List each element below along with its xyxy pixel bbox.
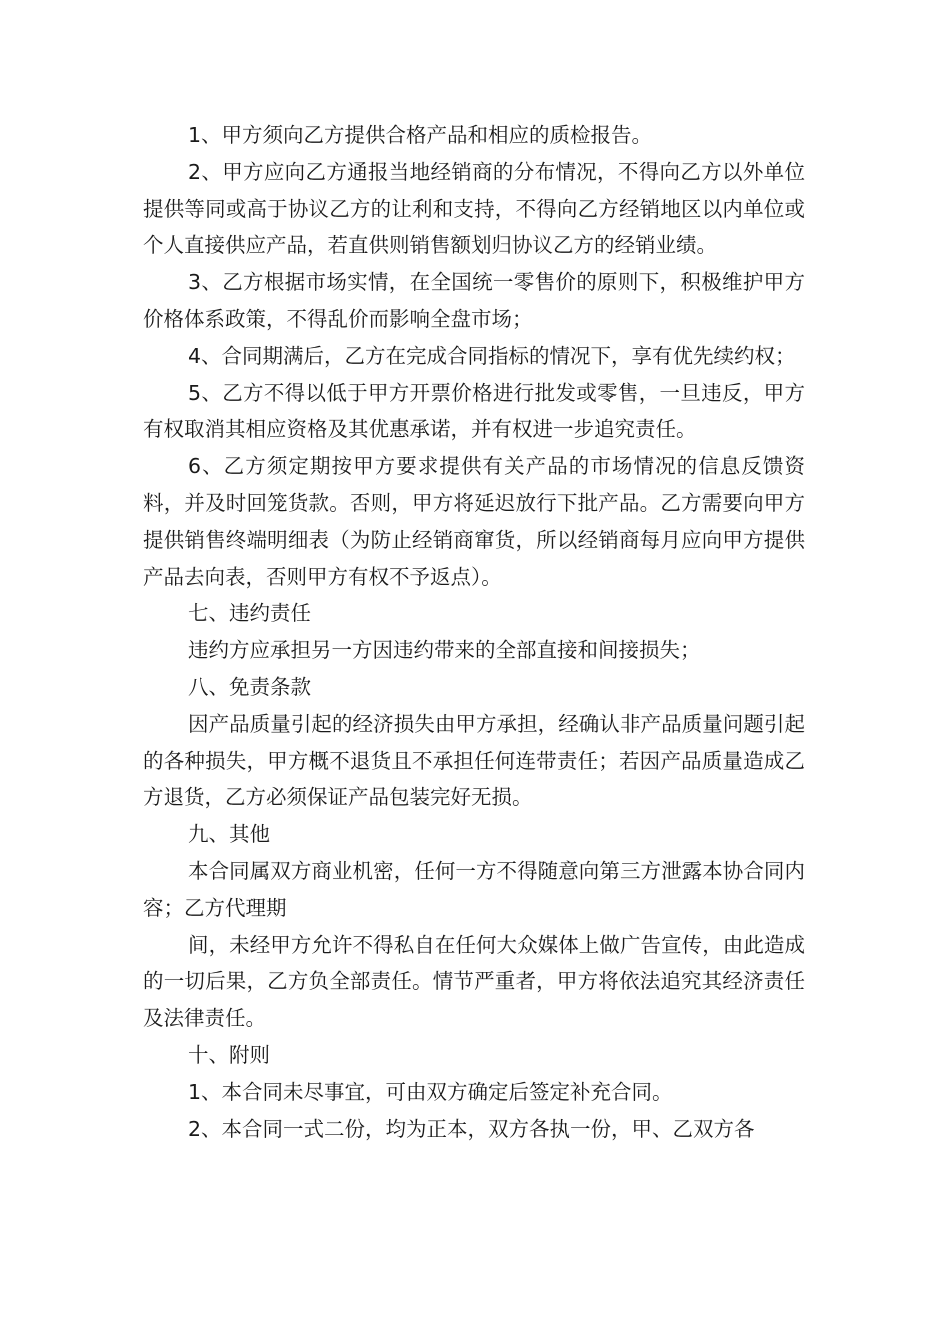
document-body (143, 117, 805, 1147)
section-heading-exemption: 八、免责条款 (188, 674, 311, 699)
paragraph-market-feedback: 6、乙方须定期按甲方要求提供有关产品的市场情况的信息反馈资料，并及时回笼货款。否则，甲方将延迟放行下批产品。乙方需要向甲方提供销售终端明细表（为防止经销商窜货，所以经销商每月应向甲方提供产品去向表，否则甲方有权不予返点）。 (143, 454, 805, 589)
paragraph-price-policy: 3、乙方根据市场实情，在全国统一零售价的原则下，积极维护甲方价格体系政策，不得乱价而影响全盘市场； (143, 270, 805, 331)
paragraph-advertising: 间，未经甲方允许不得私自在任何大众媒体上做广告宣传，由此造成的一切后果，乙方负全部责任。情节严重者，甲方将依法追究其经济责任及法律责任。 (143, 932, 805, 1031)
paragraph-no-underpricing: 5、乙方不得以低于甲方开票价格进行批发或零售，一旦违反，甲方有权取消其相应资格及其优惠承诺，并有权进一步追究责任。 (143, 380, 805, 442)
paragraph-breach-liability: 违约方应承担另一方因违约带来的全部直接和间接损失； (188, 638, 701, 663)
paragraph-copies: 2、本合同一式二份，均为正本，双方各执一份，甲、乙双方各 (188, 1116, 755, 1141)
section-heading-appendix: 十、附则 (188, 1042, 270, 1067)
paragraph-dealer-distribution: 2、甲方应向乙方通报当地经销商的分布情况，不得向乙方以外单位提供等同或高于协议乙方的让利和支持，不得向乙方经销地区以内单位或个人直接供应产品，若直供则销售额划归协议乙方的经销业绩。 (143, 159, 805, 258)
section-heading-breach: 七、违约责任 (188, 601, 311, 626)
paragraph-confidentiality: 本合同属双方商业机密，任何一方不得随意向第三方泄露本协合同内容；乙方代理期 (143, 858, 805, 920)
paragraph-exemption: 因产品质量引起的经济损失由甲方承担，经确认非产品质量问题引起的各种损失，甲方概不退货且不承担任何连带责任；若因产品质量造成乙方退货，乙方必须保证产品包装完好无损。 (143, 711, 805, 810)
section-heading-other: 九、其他 (188, 822, 270, 847)
paragraph-renewal-priority: 4、合同期满后，乙方在完成合同指标的情况下，享有优先续约权； (188, 343, 796, 368)
paragraph-supply-qualified-products: 1、甲方须向乙方提供合格产品和相应的质检报告。 (188, 123, 653, 147)
paragraph-supplementary-contract: 1、本合同未尽事宜，可由双方确定后签定补充合同。 (188, 1079, 673, 1104)
